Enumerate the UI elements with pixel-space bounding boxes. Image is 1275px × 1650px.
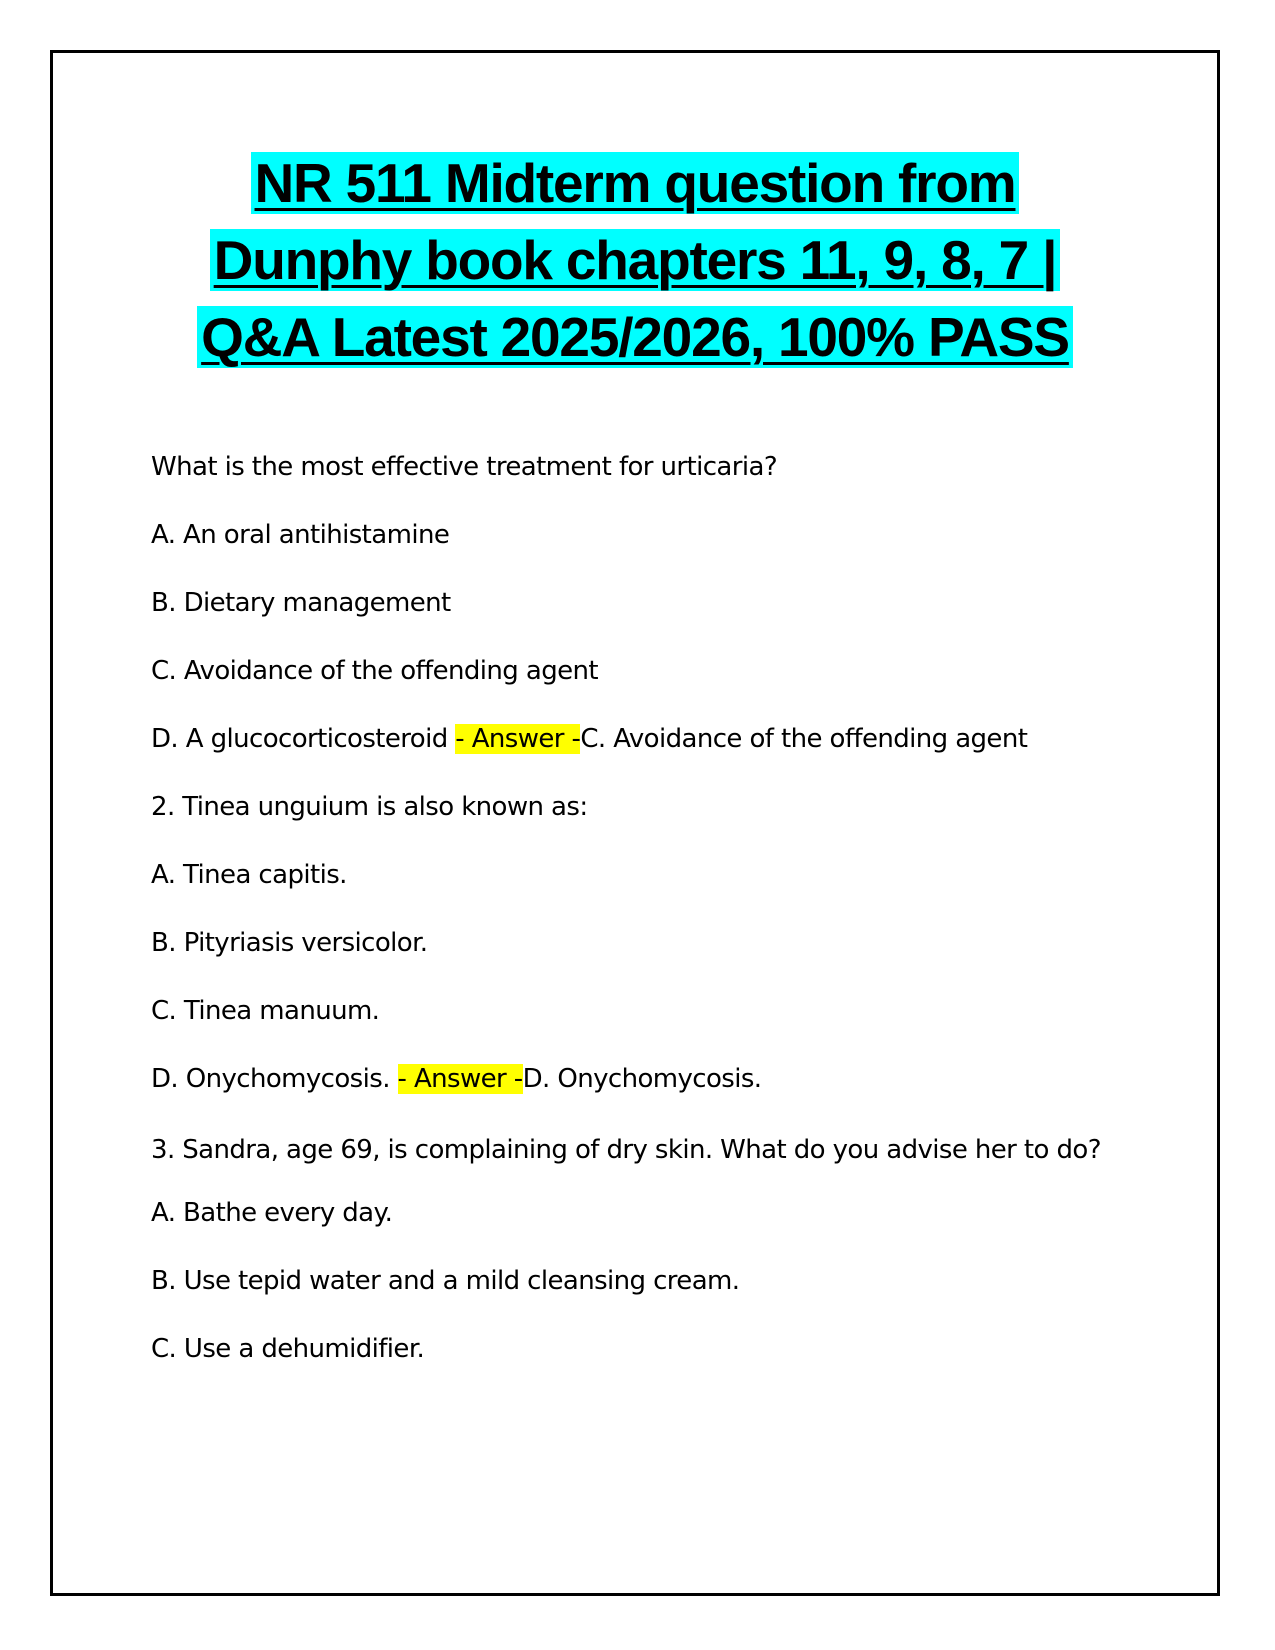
document-title [50, 145, 1220, 376]
q3-question: 3. Sandra, age 69, is complaining of dry skin. What do you advise her to do? [151, 1135, 1101, 1165]
q1-answer-marker: - Answer - [455, 724, 581, 754]
q2-answer: D. Onychomycosis. [522, 1064, 762, 1094]
q1-answer: C. Avoidance of the offending agent [580, 724, 1028, 754]
q2-question: 2. Tinea unguium is also known as: [151, 792, 588, 822]
q3-option-b: B. Use tepid water and a mild cleansing cream. [151, 1266, 740, 1296]
q2-option-b: B. Pityriasis versicolor. [151, 928, 428, 958]
title-line-3: Q&A Latest 2025/2026, 100% PASS [50, 299, 1220, 376]
title-line-1: NR 511 Midterm question from [50, 145, 1220, 222]
q2-option-d: D. Onychomycosis. [151, 1064, 398, 1094]
q2-option-d-with-answer [151, 1060, 1121, 1098]
q3-option-a: A. Bathe every day. [151, 1198, 393, 1228]
q1-option-d-with-answer [151, 720, 1121, 758]
q1-question: What is the most effective treatment for urticaria? [151, 452, 778, 482]
question-list [151, 448, 1121, 1398]
q1-option-a: A. An oral antihistamine [151, 520, 450, 550]
q1-option-c: C. Avoidance of the offending agent [151, 656, 598, 686]
q1-option-b: B. Dietary management [151, 588, 451, 618]
q2-answer-marker: - Answer - [397, 1064, 523, 1094]
q2-option-c: C. Tinea manuum. [151, 996, 380, 1026]
q2-option-a: A. Tinea capitis. [151, 860, 347, 890]
q3-option-c: C. Use a dehumidifier. [151, 1334, 425, 1364]
title-line-2: Dunphy book chapters 11, 9, 8, 7 | [50, 222, 1220, 299]
q1-option-d: D. A glucocorticosteroid [151, 724, 456, 754]
